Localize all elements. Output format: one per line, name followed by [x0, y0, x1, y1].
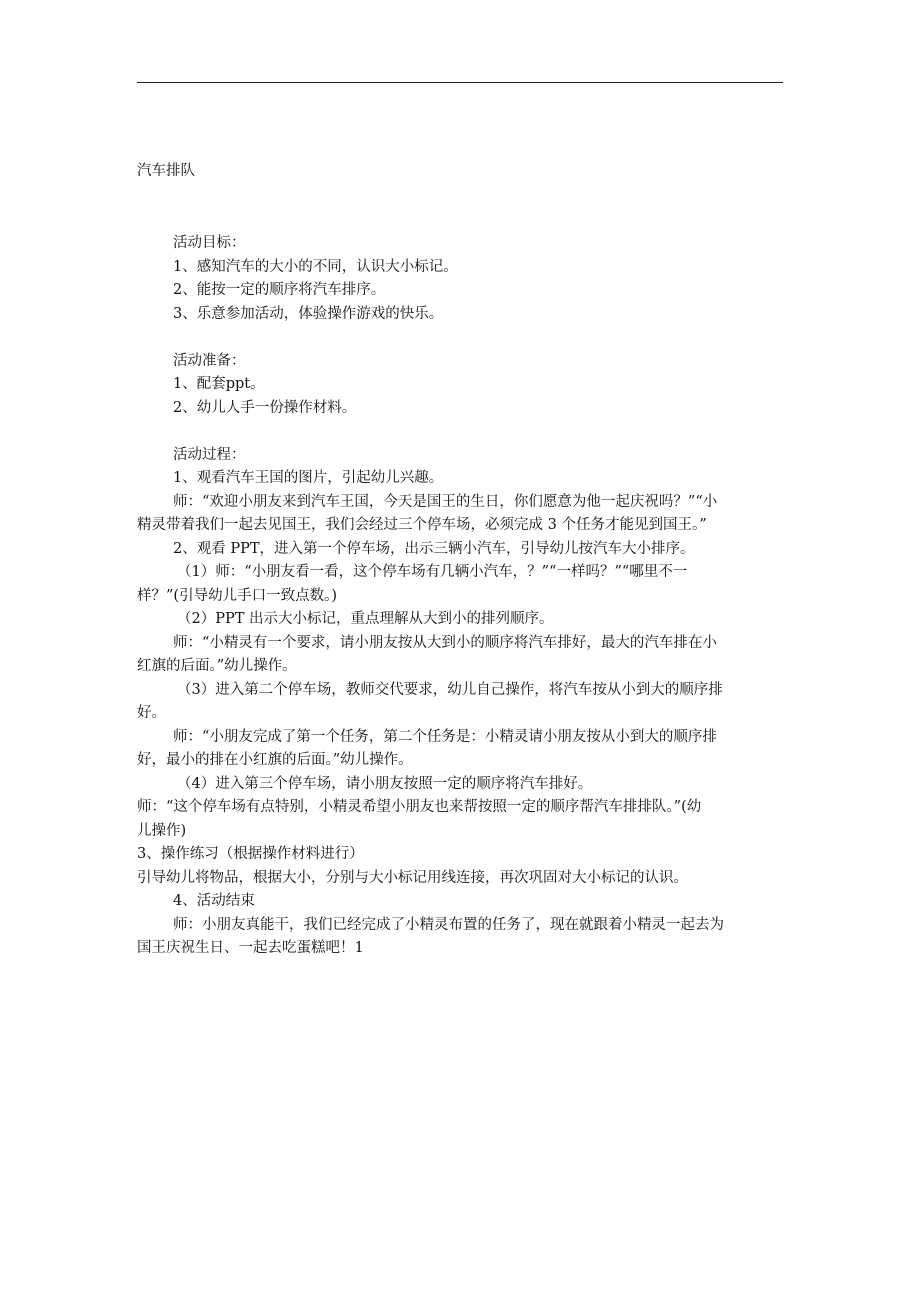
process-line: 精灵带着我们一起去见国王，我们会经过三个停车场，必须完成 3 个任务才能见到国王。” [137, 517, 707, 533]
process-line: 师：“欢迎小朋友来到汽车王国，今天是国王的生日，你们愿意为他一起庆祝吗？”“小 [173, 493, 718, 510]
goal-item: 1、感知汽车的大小的不同，认识大小标记。 [173, 258, 458, 275]
process-line: 好。 [137, 705, 166, 721]
goal-item: 3、乐意参加活动，体验操作游戏的快乐。 [173, 305, 444, 322]
process-line: （4）进入第三个停车场，请小朋友按照一定的顺序将汽车排好。 [177, 775, 593, 792]
process-line: （2）PPT 出示大小标记，重点理解从大到小的排列顺序。 [177, 611, 554, 627]
process-line: 4、活动结束 [173, 893, 255, 909]
process-line: 师：“小朋友完成了第一个任务，第二个任务是：小精灵请小朋友按从小到大的顺序排 [173, 728, 717, 745]
spacer [137, 420, 787, 444]
process-line: 师：“小精灵有一个要求，请小朋友按从大到小的顺序将汽车排好，最大的汽车排在小 [173, 634, 717, 651]
process-line: 1、观看汽车王国的图片，引起幼儿兴趣。 [173, 470, 444, 486]
spacer [137, 326, 787, 350]
process-line: 样？”(引导幼儿手口一致点数。) [137, 587, 337, 604]
process-line: 儿操作) [137, 822, 187, 839]
preparation-item: 1、配套ppt。 [173, 376, 265, 392]
header-rule [137, 82, 783, 83]
process-line: 3、操作练习（根据操作材料进行） [137, 846, 364, 862]
goals-heading: 活动目标： [173, 235, 246, 251]
process-line: 红旗的后面。”幼儿操作。 [137, 658, 297, 674]
process-line: 好，最小的排在小红旗的后面。”幼儿操作。 [137, 752, 413, 768]
preparation-item: 2、幼儿人手一份操作材料。 [173, 399, 357, 416]
process-line: 2、观看 PPT，进入第一个停车场，出示三辆小汽车，引导幼儿按汽车大小排序。 [173, 540, 695, 557]
preparation-heading: 活动准备： [173, 352, 246, 369]
process-line: （1）师：“小朋友看一看，这个停车场有几辆小汽车，？”“一样吗？”“哪里不一 [177, 564, 688, 580]
process-line: 师：小朋友真能干，我们已经完成了小精灵布置的任务了，现在就跟着小精灵一起去为 [173, 916, 724, 933]
process-line: （3）进入第二个停车场，教师交代要求，幼儿自己操作，将汽车按从小到大的顺序排 [177, 681, 723, 698]
process-line: 师：“这个停车场有点特别，小精灵希望小朋友也来帮按照一定的顺序帮汽车排排队。”(幼 [137, 799, 702, 815]
document-title: 汽车排队 [137, 163, 195, 179]
process-line: 引导幼儿将物品，根据大小，分别与大小标记用线连接，再次巩固对大小标记的认识。 [137, 869, 688, 886]
process-heading: 活动过程： [173, 446, 246, 463]
document-body [137, 232, 787, 961]
goal-item: 2、能按一定的顺序将汽车排序。 [173, 282, 386, 298]
process-line: 国王庆祝生日、一起去吃蛋糕吧！1 [137, 940, 364, 956]
